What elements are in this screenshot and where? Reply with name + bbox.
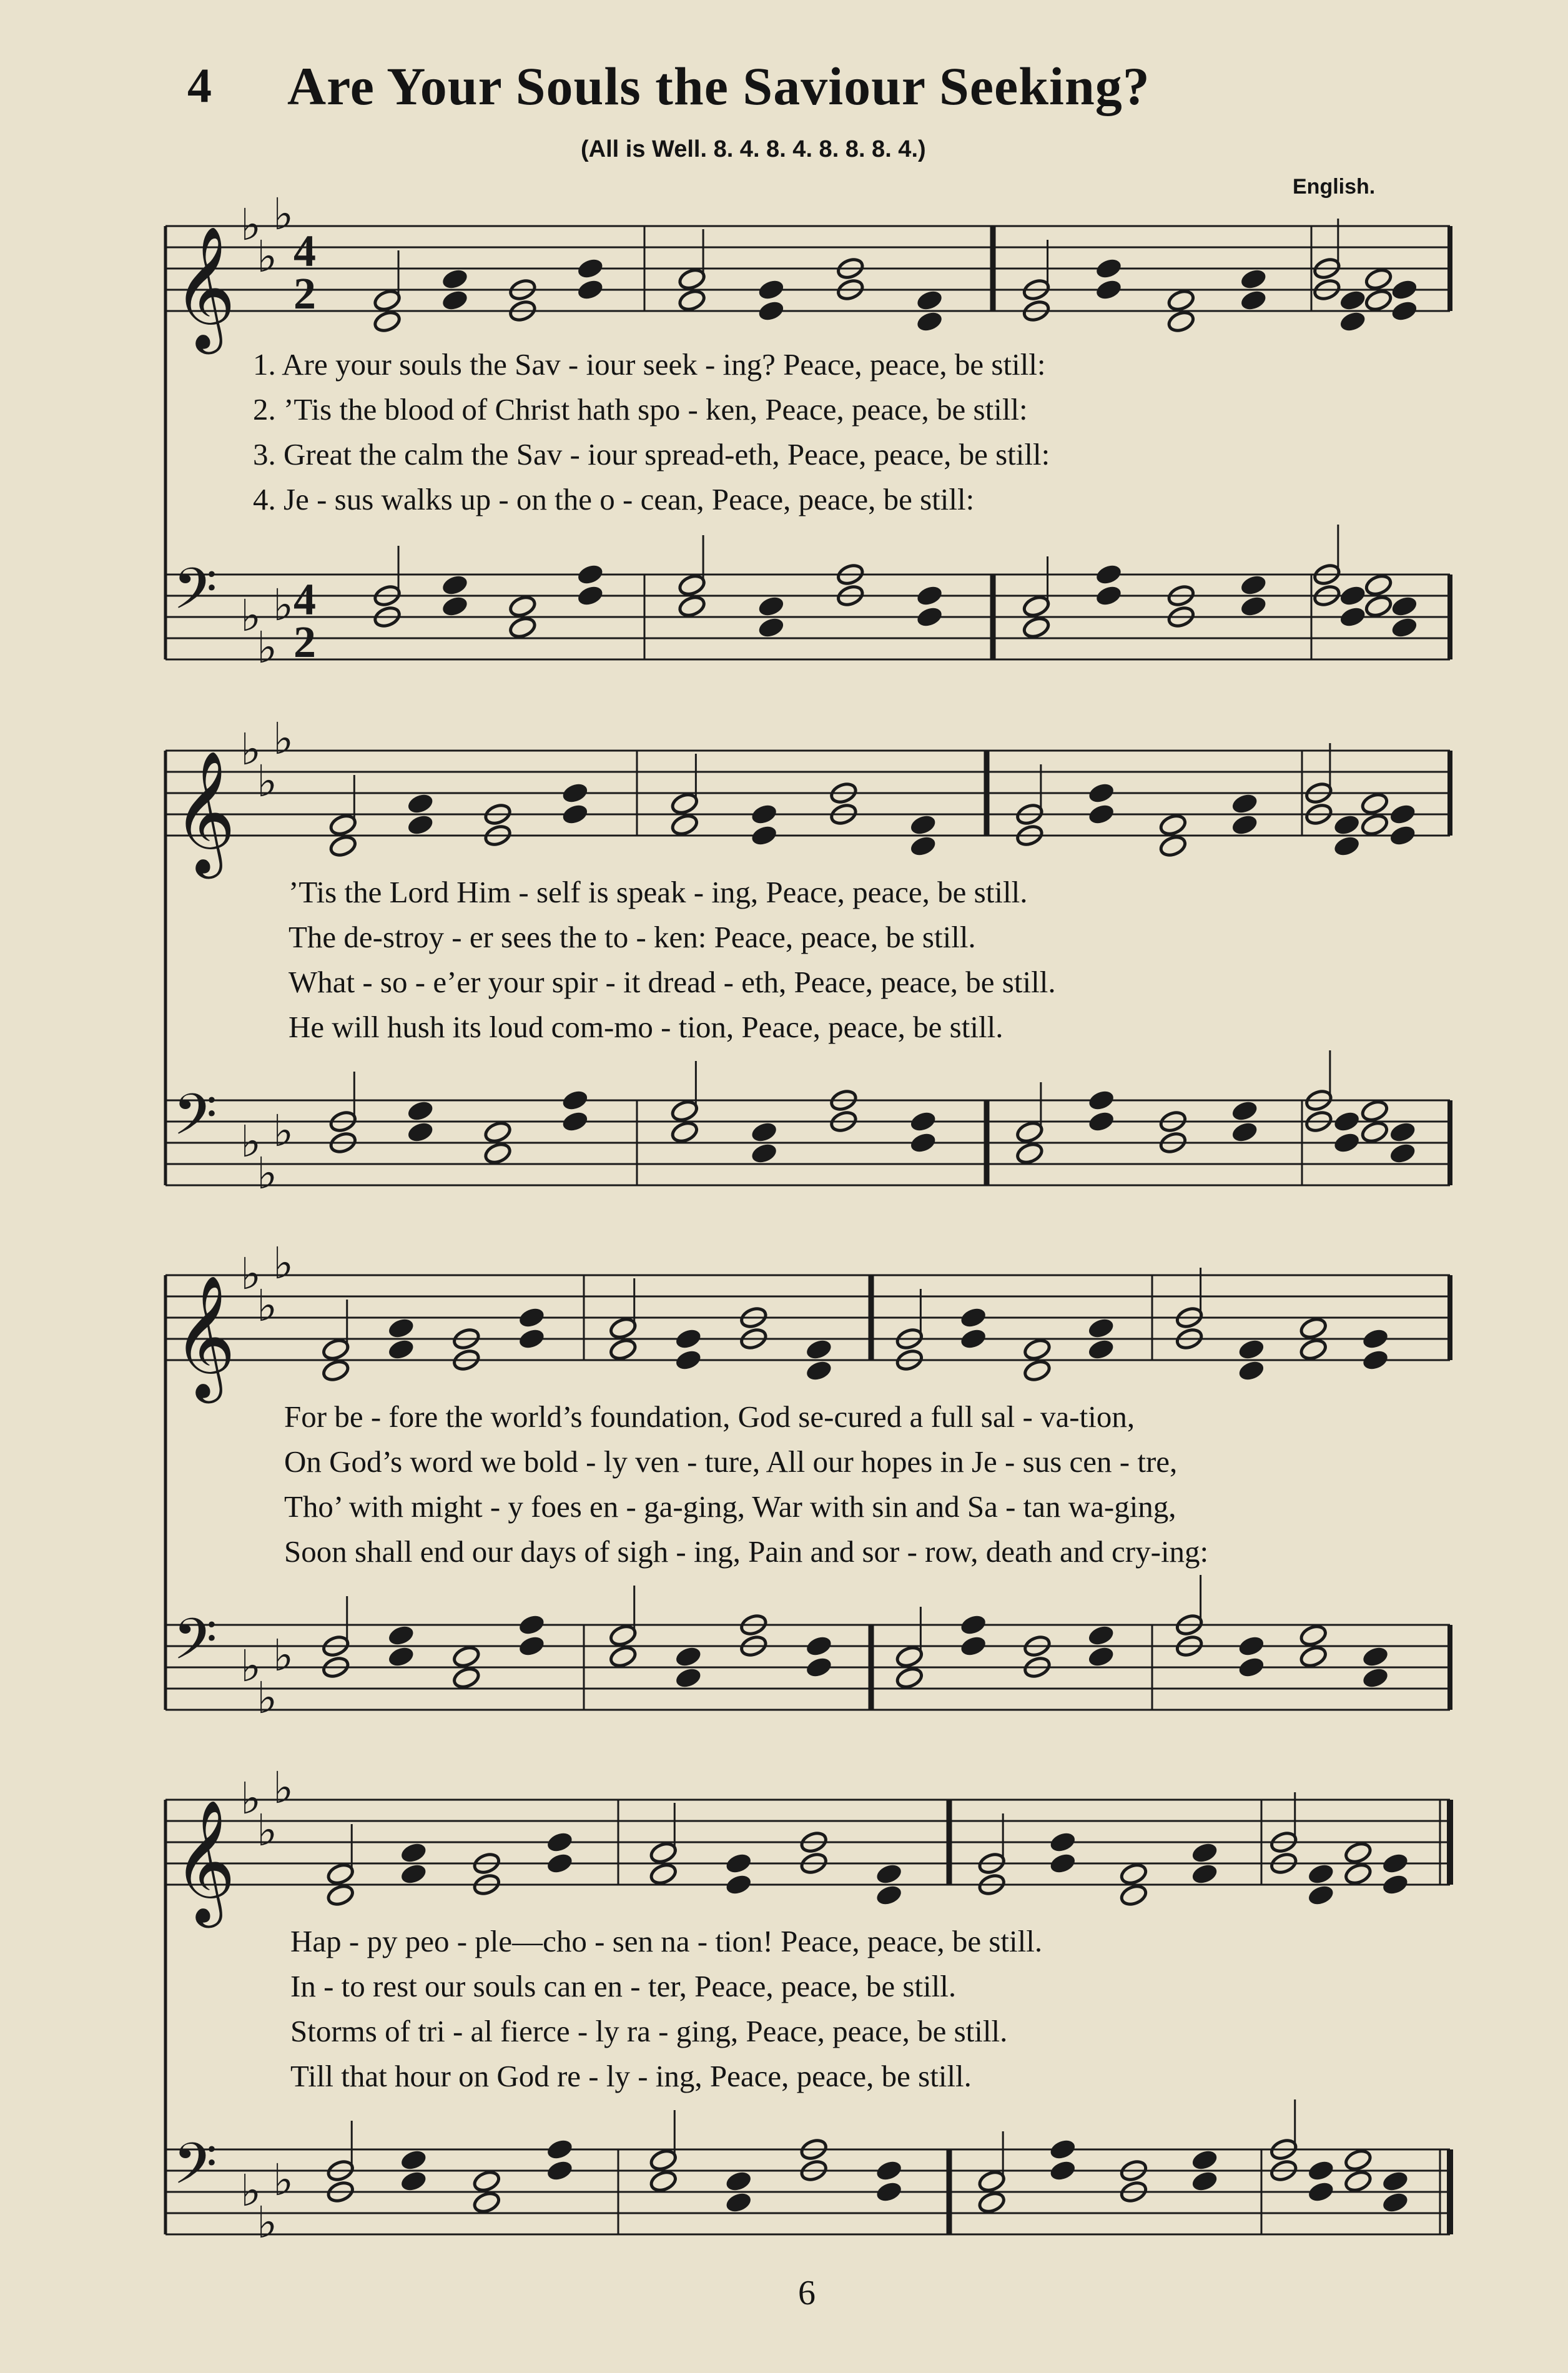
- note-head: [517, 1634, 546, 1658]
- note-head: [678, 573, 707, 597]
- lyric-line: Tho’ with might - y foes en - ga-ging, War with sin and Sa - tan wa-ging,: [284, 1489, 1176, 1524]
- note-head: [1022, 594, 1051, 618]
- note-head: [1119, 1883, 1148, 1907]
- note-head: [1230, 791, 1260, 816]
- lyric-line: Soon shall end our days of sigh - ing, Pain and sor - row, death and cry-ing:: [284, 1534, 1209, 1569]
- note-head: [674, 1665, 703, 1690]
- note-head: [874, 2179, 904, 2204]
- note-head: [1087, 1109, 1116, 1133]
- note-head: [1389, 277, 1419, 302]
- note-head: [1236, 1337, 1266, 1361]
- hymn-number: 4: [187, 58, 212, 112]
- note-head: [1306, 1862, 1336, 1886]
- bass-clef-icon: 𝄢: [173, 556, 217, 636]
- note-head: [874, 1862, 904, 1886]
- note-head: [670, 1098, 699, 1123]
- note-head: [1239, 267, 1268, 291]
- note-head: [451, 1665, 481, 1690]
- flat-sign-icon: ♭: [240, 1773, 262, 1824]
- lyric-line: ’Tis the Lord Him - self is speak - ing, Peace, peace, be still.: [288, 875, 1028, 909]
- bass-clef-icon: 𝄢: [173, 1082, 217, 1162]
- note-head: [1361, 1348, 1390, 1372]
- note-head: [1015, 1141, 1044, 1165]
- note-head: [1022, 1358, 1052, 1383]
- flat-sign-icon: ♭: [240, 2165, 262, 2216]
- note-head: [608, 1316, 638, 1340]
- note-head: [724, 2169, 753, 2193]
- flat-sign-icon: ♭: [257, 1280, 278, 1331]
- note-head: [1332, 834, 1361, 858]
- note-head: [560, 802, 589, 826]
- lyric-line: Till that hour on God re - ly - ing, Peace, peace, be still.: [290, 2059, 972, 2093]
- note-head: [1166, 288, 1196, 312]
- note-head: [508, 615, 537, 639]
- bass-clef-icon: 𝄢: [173, 1606, 217, 1686]
- note-head: [517, 1326, 546, 1351]
- note-head: [1166, 309, 1196, 333]
- note-head: [909, 1109, 938, 1133]
- note-head: [649, 2148, 678, 2172]
- note-head: [517, 1305, 546, 1330]
- flat-sign-icon: ♭: [240, 199, 262, 250]
- note-head: [670, 812, 699, 837]
- note-head: [326, 1862, 355, 1886]
- note-head: [674, 1326, 703, 1351]
- note-head: [670, 1120, 699, 1144]
- note-head: [1338, 309, 1368, 333]
- note-head: [909, 834, 938, 858]
- note-head: [1022, 615, 1051, 639]
- note-head: [1158, 812, 1188, 837]
- bass-staff: [165, 2099, 1450, 2248]
- flat-sign-icon: ♭: [240, 1116, 262, 1167]
- treble-staff: [165, 1238, 1450, 1403]
- note-head: [560, 781, 589, 805]
- note-head: [674, 1348, 703, 1372]
- note-head: [804, 1655, 834, 1679]
- note-head: [1190, 1840, 1220, 1865]
- note-head: [1236, 1655, 1266, 1679]
- note-head: [909, 1130, 938, 1155]
- note-head: [1299, 1316, 1328, 1340]
- note-head: [724, 1851, 753, 1875]
- note-head: [576, 277, 605, 302]
- note-head: [545, 1830, 574, 1854]
- flat-sign-icon: ♭: [240, 1640, 262, 1692]
- note-head: [1048, 2158, 1077, 2183]
- note-head: [1360, 1098, 1389, 1123]
- note-head: [977, 2190, 1007, 2214]
- note-head: [1361, 1665, 1390, 1690]
- time-signature-numerator: 4: [293, 226, 316, 276]
- lyric-line: He will hush its loud com-mo - tion, Peace, peace, be still.: [288, 1010, 1003, 1044]
- note-head: [1087, 1088, 1116, 1112]
- note-head: [373, 288, 402, 312]
- note-head: [756, 594, 786, 618]
- note-head: [406, 1098, 435, 1123]
- flat-sign-icon: ♭: [273, 580, 294, 631]
- flat-sign-icon: ♭: [257, 231, 278, 282]
- note-head: [977, 2169, 1007, 2193]
- note-head: [1190, 2148, 1220, 2172]
- note-head: [804, 1634, 834, 1658]
- note-head: [1389, 615, 1419, 639]
- note-head: [1381, 1851, 1410, 1875]
- note-head: [724, 2190, 753, 2214]
- note-head: [1015, 1120, 1044, 1144]
- note-head: [1389, 298, 1419, 323]
- note-head: [1388, 823, 1418, 847]
- note-head: [1048, 1830, 1077, 1854]
- note-head: [1087, 1316, 1116, 1340]
- note-head: [1230, 1120, 1260, 1144]
- note-head: [1119, 1862, 1148, 1886]
- note-head: [1306, 2179, 1336, 2204]
- note-head: [1332, 812, 1361, 837]
- note-head: [1094, 583, 1123, 608]
- note-head: [576, 256, 605, 280]
- note-head: [756, 298, 786, 323]
- note-head: [649, 1862, 678, 1886]
- flat-sign-icon: ♭: [273, 1238, 294, 1289]
- note-head: [959, 1612, 988, 1637]
- note-head: [756, 615, 786, 639]
- note-head: [724, 1872, 753, 1897]
- note-head: [472, 2190, 501, 2214]
- composer-credit: English.: [1293, 175, 1376, 199]
- note-head: [1306, 2158, 1336, 2183]
- note-head: [545, 1851, 574, 1875]
- note-head: [1306, 1883, 1336, 1907]
- note-head: [756, 277, 786, 302]
- note-head: [1022, 1337, 1052, 1361]
- note-head: [1190, 2169, 1220, 2193]
- page-number: 6: [798, 2274, 816, 2312]
- note-head: [1087, 802, 1116, 826]
- flat-sign-icon: ♭: [240, 1248, 262, 1300]
- note-head: [440, 288, 470, 312]
- note-head: [749, 1120, 779, 1144]
- note-head: [560, 1088, 589, 1112]
- note-head: [451, 1644, 481, 1669]
- treble-clef-icon: 𝄞: [173, 225, 236, 349]
- note-head: [1239, 573, 1268, 597]
- note-head: [608, 1644, 638, 1669]
- note-head: [1364, 573, 1393, 597]
- note-head: [915, 309, 944, 333]
- note-head: [1158, 834, 1188, 858]
- note-head: [1364, 594, 1393, 618]
- flat-sign-icon: ♭: [273, 1630, 294, 1681]
- note-head: [508, 594, 537, 618]
- note-head: [909, 812, 938, 837]
- note-head: [1299, 1623, 1328, 1647]
- note-head: [874, 1883, 904, 1907]
- note-head: [1343, 2169, 1373, 2193]
- note-head: [749, 802, 779, 826]
- treble-clef-icon: 𝄞: [173, 1799, 236, 1923]
- lyric-line: On God’s word we bold - ly ven - ture, All our hopes in Je - sus cen - tre,: [284, 1444, 1178, 1479]
- flat-sign-icon: ♭: [257, 1805, 278, 1856]
- note-head: [1239, 594, 1268, 618]
- note-head: [1381, 2169, 1410, 2193]
- note-head: [959, 1305, 988, 1330]
- note-head: [649, 2169, 678, 2193]
- note-head: [1343, 1840, 1373, 1865]
- note-head: [406, 812, 435, 837]
- treble-staff: [165, 713, 1450, 879]
- note-head: [387, 1316, 416, 1340]
- note-head: [1338, 604, 1368, 629]
- note-head: [483, 1120, 513, 1144]
- time-signature-numerator: 4: [293, 575, 316, 624]
- bass-staff: [165, 1575, 1450, 1724]
- note-head: [545, 2158, 574, 2183]
- note-head: [678, 288, 707, 312]
- treble-clef-icon: 𝄞: [173, 1275, 236, 1398]
- lyric-line: For be - fore the world’s foundation, God se-cured a full sal - va-tion,: [284, 1399, 1135, 1434]
- note-head: [440, 267, 470, 291]
- flat-sign-icon: ♭: [240, 724, 262, 775]
- note-head: [895, 1665, 924, 1690]
- note-head: [804, 1358, 834, 1383]
- note-head: [915, 288, 944, 312]
- note-head: [895, 1644, 924, 1669]
- note-head: [399, 1862, 428, 1886]
- note-head: [387, 1623, 416, 1647]
- note-head: [1087, 1337, 1116, 1361]
- note-head: [959, 1634, 988, 1658]
- lyric-line: Hap - py peo - ple—cho - sen na - tion! Peace, peace, be still.: [290, 1924, 1043, 1958]
- note-head: [406, 1120, 435, 1144]
- note-head: [1381, 1872, 1410, 1897]
- note-head: [1299, 1337, 1328, 1361]
- note-head: [1364, 267, 1393, 291]
- note-head: [1094, 256, 1123, 280]
- lyric-line: 2. ’Tis the blood of Christ hath spo - ken, Peace, peace, be still:: [253, 392, 1028, 427]
- note-head: [1087, 1623, 1116, 1647]
- note-head: [649, 1840, 678, 1865]
- lyric-line: In - to rest our souls can en - ter, Peace, peace, be still.: [290, 1969, 957, 2003]
- note-head: [1087, 781, 1116, 805]
- note-head: [674, 1644, 703, 1669]
- note-head: [321, 1358, 350, 1383]
- note-head: [1343, 1862, 1373, 1886]
- note-head: [1087, 1644, 1116, 1669]
- note-head: [321, 1337, 350, 1361]
- note-head: [1343, 2148, 1373, 2172]
- note-head: [560, 1109, 589, 1133]
- note-head: [874, 2158, 904, 2183]
- flat-sign-icon: ♭: [257, 756, 278, 807]
- note-head: [483, 1141, 513, 1165]
- note-head: [373, 309, 402, 333]
- note-head: [608, 1623, 638, 1647]
- note-head: [576, 562, 605, 586]
- note-head: [1094, 562, 1123, 586]
- note-head: [576, 583, 605, 608]
- note-head: [749, 1141, 779, 1165]
- note-head: [326, 1883, 355, 1907]
- note-head: [1388, 1120, 1418, 1144]
- note-head: [1332, 1130, 1361, 1155]
- note-head: [1381, 2190, 1410, 2214]
- treble-staff: [165, 1762, 1450, 1928]
- note-head: [1048, 2137, 1077, 2161]
- note-head: [670, 791, 699, 816]
- bass-staff: [165, 525, 1450, 673]
- flat-sign-icon: ♭: [257, 1672, 278, 1724]
- treble-staff: [165, 189, 1450, 354]
- note-head: [406, 791, 435, 816]
- note-head: [608, 1337, 638, 1361]
- flat-sign-icon: ♭: [257, 1148, 278, 1199]
- note-head: [1338, 583, 1368, 608]
- note-head: [1361, 1326, 1390, 1351]
- flat-sign-icon: ♭: [257, 622, 278, 673]
- tune-info: (All is Well. 8. 4. 8. 4. 8. 8. 8. 4.): [581, 136, 926, 162]
- note-head: [440, 573, 470, 597]
- note-head: [399, 2148, 428, 2172]
- flat-sign-icon: ♭: [257, 2197, 278, 2248]
- time-signature-denominator: 2: [293, 269, 316, 318]
- note-head: [1361, 1644, 1390, 1669]
- note-head: [1048, 1851, 1077, 1875]
- note-head: [1338, 288, 1368, 312]
- note-head: [387, 1644, 416, 1669]
- flat-sign-icon: ♭: [273, 189, 294, 240]
- note-head: [472, 2169, 501, 2193]
- lyric-line: 4. Je - sus walks up - on the o - cean, Peace, peace, be still:: [253, 482, 975, 516]
- note-head: [1360, 791, 1389, 816]
- note-head: [1364, 288, 1393, 312]
- note-head: [915, 604, 944, 629]
- treble-clef-icon: 𝄞: [173, 750, 236, 874]
- note-head: [804, 1337, 834, 1361]
- lyric-line: 1. Are your souls the Sav - iour seek - ing? Peace, peace, be still:: [253, 347, 1046, 382]
- lyric-line: 3. Great the calm the Sav - iour spread-eth, Peace, peace, be still:: [253, 437, 1050, 471]
- note-head: [959, 1326, 988, 1351]
- note-head: [387, 1337, 416, 1361]
- note-head: [1190, 1862, 1220, 1886]
- note-head: [1332, 1109, 1361, 1133]
- bass-staff: [165, 1050, 1450, 1199]
- note-head: [328, 834, 358, 858]
- note-head: [328, 812, 358, 837]
- note-head: [1360, 1120, 1389, 1144]
- note-head: [1360, 812, 1389, 837]
- note-head: [1094, 277, 1123, 302]
- hymn-title: Are Your Souls the Saviour Seeking?: [287, 56, 1150, 116]
- note-head: [517, 1612, 546, 1637]
- flat-sign-icon: ♭: [273, 1762, 294, 1813]
- lyric-line: The de-stroy - er sees the to - ken: Peace, peace, be still.: [288, 920, 976, 954]
- lyric-line: What - so - e’er your spir - it dread - eth, Peace, peace, be still.: [288, 965, 1056, 999]
- note-head: [1230, 1098, 1260, 1123]
- note-head: [749, 823, 779, 847]
- note-head: [1388, 802, 1418, 826]
- note-head: [1236, 1358, 1266, 1383]
- bass-clef-icon: 𝄢: [173, 2131, 217, 2211]
- note-head: [440, 594, 470, 618]
- lyric-line: Storms of tri - al fierce - ly ra - ging, Peace, peace, be still.: [290, 2014, 1008, 2048]
- note-head: [1236, 1634, 1266, 1658]
- note-head: [1389, 594, 1419, 618]
- note-head: [545, 2137, 574, 2161]
- note-head: [1299, 1644, 1328, 1669]
- flat-sign-icon: ♭: [240, 590, 262, 641]
- note-head: [399, 1840, 428, 1865]
- note-head: [915, 583, 944, 608]
- time-signature-denominator: 2: [293, 617, 316, 667]
- flat-sign-icon: ♭: [273, 713, 294, 764]
- note-head: [399, 2169, 428, 2193]
- note-head: [678, 594, 707, 618]
- note-head: [1388, 1141, 1418, 1165]
- note-head: [1239, 288, 1268, 312]
- note-head: [678, 267, 707, 291]
- note-head: [1230, 812, 1260, 837]
- flat-sign-icon: ♭: [273, 2154, 294, 2206]
- flat-sign-icon: ♭: [273, 1105, 294, 1157]
